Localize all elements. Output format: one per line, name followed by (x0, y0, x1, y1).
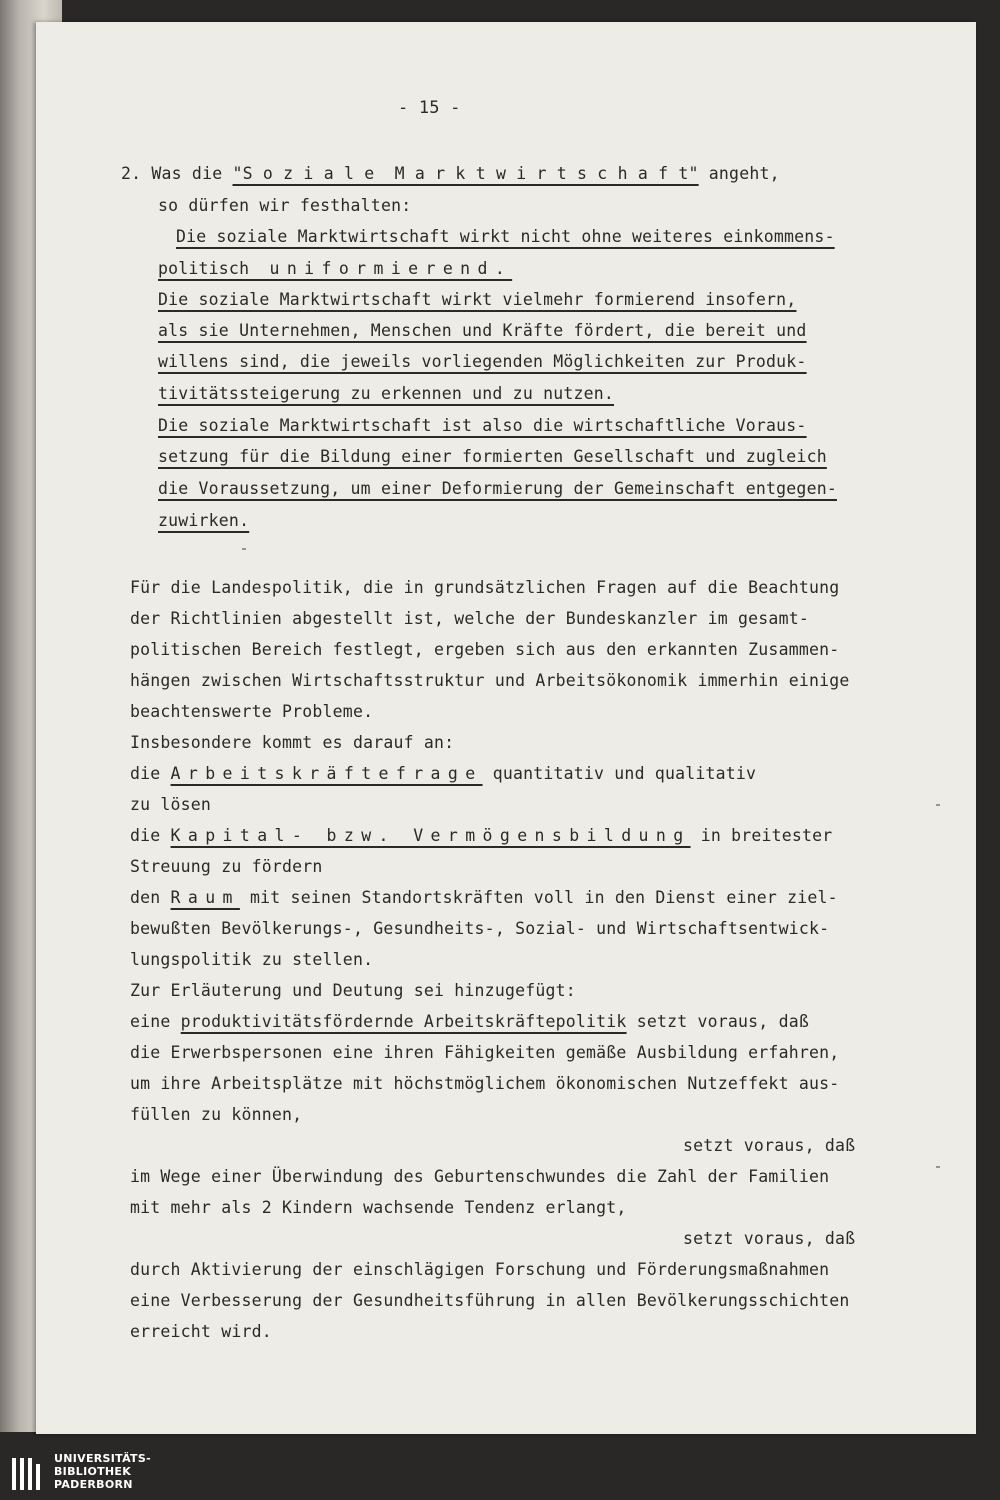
item-e-term: produktivitätsfördernde Arbeitskräftepolitik (180, 1012, 627, 1031)
body-line-p1: Für die Landespolitik, die in grundsätzlichen Fragen auf die Beachtung (130, 578, 840, 597)
section2-line12: zuwirken. (158, 511, 250, 530)
item-a-term: Arbeitskräftefrage (170, 764, 483, 783)
body-line-p5: beachtenswerte Probleme. (130, 702, 374, 721)
document-page (36, 22, 976, 1434)
item-g-lead: setzt voraus, daß (683, 1229, 856, 1248)
section2-lead-term: "S o z i a l e M a r k t w i r t s c h a f t" (232, 164, 699, 183)
item-e-line4: füllen zu können, (130, 1105, 303, 1124)
section2-line9: Die soziale Marktwirtschaft ist also die wirtschaftliche Voraus- (158, 416, 807, 435)
item-e-line2: die Erwerbspersonen eine ihren Fähigkeiten gemäße Ausbildung erfahren, (130, 1043, 840, 1062)
item-c-pre: den (130, 888, 171, 907)
section2-line3: Die soziale Marktwirtschaft wirkt nicht ohne weiteres einkommens- (176, 227, 835, 246)
section2-lead-num: 2. Was die (121, 164, 233, 183)
item-b-line1 (130, 826, 832, 845)
item-g-line2: eine Verbesserung der Gesundheitsführung in allen Bevölkerungsschichten (130, 1291, 850, 1310)
section2-line6: als sie Unternehmen, Menschen und Kräfte fördert, die bereit und (158, 321, 807, 340)
library-logo-icon (10, 1454, 46, 1494)
item-b-pre: die (130, 826, 171, 845)
item-b-term: Kapital- bzw. Vermögensbildung (170, 826, 691, 845)
page-number: - 15 - (398, 98, 461, 118)
section2-line4 (158, 259, 512, 278)
library-name: UNIVERSITÄTS- BIBLIOTHEK PADERBORN (54, 1452, 151, 1491)
item-a-pre: die (130, 764, 171, 783)
item-c-post: mit seinen Standortskräften voll in den Dienst einer ziel- (239, 888, 838, 907)
speck (242, 548, 246, 550)
margin-mark (936, 1166, 940, 1168)
item-e-post: setzt voraus, daß (626, 1012, 809, 1031)
item-c-term: Raum (170, 888, 240, 907)
body-line-d1: Zur Erläuterung und Deutung sei hinzugefügt: (130, 981, 576, 1000)
margin-mark (936, 804, 940, 806)
item-c-line3: lungspolitik zu stellen. (130, 950, 374, 969)
item-a-line1 (130, 764, 756, 783)
section2-line8: tivitätssteigerung zu erkennen und zu nutzen. (158, 384, 615, 403)
section2-line11: die Voraussetzung, um einer Deformierung der Gemeinschaft entgegen- (158, 479, 837, 498)
item-e-line3: um ihre Arbeitsplätze mit höchstmöglichem ökonomischen Nutzeffekt aus- (130, 1074, 840, 1093)
section2-line10: setzung für die Bildung einer formierten Gesellschaft und zugleich (158, 447, 827, 466)
footer-bar (0, 1448, 1000, 1500)
item-e-pre: eine (130, 1012, 181, 1031)
section2-line1 (121, 164, 780, 183)
section2-line4b: uniformierend. (269, 259, 513, 278)
item-a-post: quantitativ und qualitativ (482, 764, 757, 783)
section2-line4a: politisch (158, 259, 270, 278)
item-f-lead: setzt voraus, daß (683, 1136, 856, 1155)
body-line-p4: hängen zwischen Wirtschaftsstruktur und Arbeitsökonomik immerhin einige (130, 671, 850, 690)
body-line-p3: politischen Bereich festlegt, ergeben sich aus den erkannten Zusammen- (130, 640, 840, 659)
item-b-line2: Streuung zu fördern (130, 857, 323, 876)
item-c-line2: bewußten Bevölkerungs-, Gesundheits-, Sozial- und Wirtschaftsentwick- (130, 919, 830, 938)
item-g-line3: erreicht wird. (130, 1322, 272, 1341)
section2-lead-rest: angeht, (698, 164, 780, 183)
section2-line7: willens sind, die jeweils vorliegenden Möglichkeiten zur Produk- (158, 352, 807, 371)
body-line-p2: der Richtlinien abgestellt ist, welche der Bundeskanzler im gesamt- (130, 609, 809, 628)
item-f-line2: mit mehr als 2 Kindern wachsende Tendenz erlangt, (130, 1198, 627, 1217)
item-b-post: in breitester (690, 826, 833, 845)
item-f-line1: im Wege einer Überwindung des Geburtenschwundes die Zahl der Familien (130, 1167, 830, 1186)
item-e-line1 (130, 1012, 809, 1031)
item-c-line1 (130, 888, 838, 907)
body-line-p6: Insbesondere kommt es darauf an: (130, 733, 455, 752)
section2-line2: so dürfen wir festhalten: (158, 196, 412, 215)
section2-line5: Die soziale Marktwirtschaft wirkt vielmehr formierend insofern, (158, 290, 797, 309)
item-g-line1: durch Aktivierung der einschlägigen Forschung und Förderungsmaßnahmen (130, 1260, 830, 1279)
item-a-line2: zu lösen (130, 795, 212, 814)
